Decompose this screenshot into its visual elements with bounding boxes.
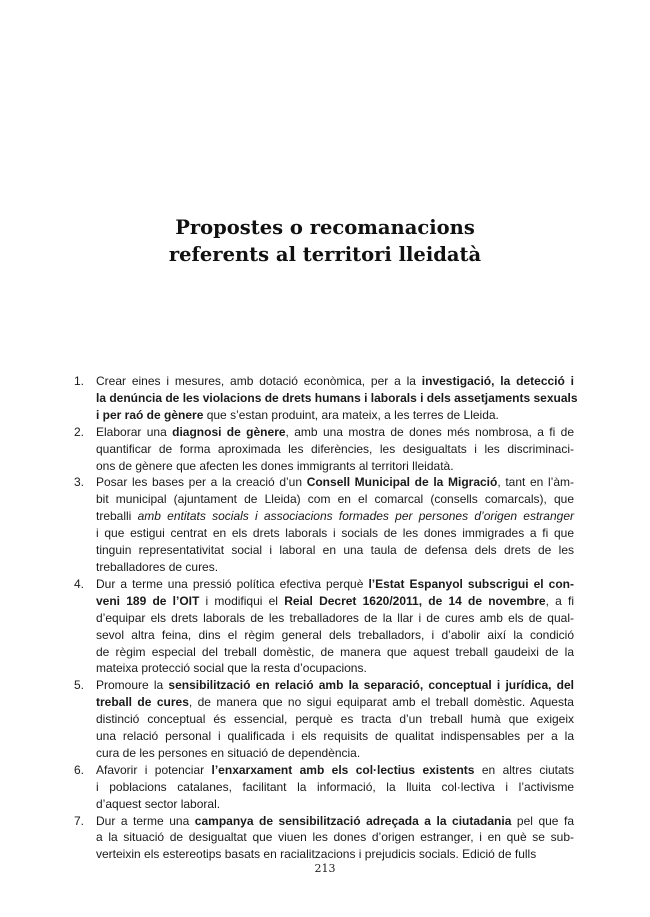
item-text-line (96, 796, 574, 813)
bold-text: investigació, la detecció i (421, 374, 574, 388)
item-text-line (96, 576, 574, 593)
list-item (56, 576, 574, 677)
text-run: de règim especial del treball domèstic, de manera que aquest treball gaudeixi de la (96, 644, 574, 659)
item-text-line (96, 627, 574, 644)
text-run: mateixa protecció social que la resta d’ocupacions. (96, 661, 367, 676)
text-run: bit municipal (ajuntament de Lleida) com en el comarcal (consells comarcals), que (96, 492, 574, 507)
bold-text: sensibilització en relació amb la separació, conceptual i jurídica, del (168, 678, 574, 693)
text-run: pel que fa (511, 813, 574, 828)
text-run: i modifiqui el (199, 593, 285, 608)
list-item (56, 813, 574, 864)
text-run: cura de les persones en situació de dependència. (96, 745, 361, 760)
text-run: distinció conceptual és essencial, perquè es tracta d’un treball humà que exigeix (96, 712, 574, 727)
recommendations-list (56, 373, 578, 863)
italic-text: amb entitats socials i associacions formades per persones d’origen estranger (137, 509, 574, 524)
item-text-line (96, 660, 574, 677)
text-run: verteixin els estereotips basats en racialitzacions i prejudicis socials. Edició de fulls (96, 847, 537, 862)
item-number: 7. (74, 813, 85, 828)
item-text-line (96, 610, 574, 627)
text-run: Afavorir i potenciar (96, 762, 212, 777)
item-text-line (96, 694, 574, 711)
bold-text: la denúncia de les violacions de drets humans i laborals i dels assetjaments sexuals (96, 390, 578, 405)
bold-text: i per raó de gènere (96, 407, 204, 422)
title-line-1: Propostes o recomanacions (175, 216, 475, 239)
text-run: que s’estan produint, ara mateix, a les terres de Lleida. (203, 407, 499, 422)
list-item (56, 762, 574, 813)
bold-text: l’Estat Espanyol subscrigui el con- (368, 576, 574, 591)
list-item (56, 677, 574, 762)
item-number: 1. (74, 374, 85, 388)
item-text-line (96, 491, 574, 508)
item-text-line (96, 762, 574, 779)
item-number: 6. (74, 762, 85, 777)
item-text-line (96, 407, 574, 424)
text-run: ons de gènere que afecten les dones immigrants al territori lleidatà. (96, 458, 454, 473)
item-text-line (96, 779, 574, 796)
text-run: i que estigui centrat en els drets laborals i socials de les dones immigrades a fi que (96, 526, 574, 541)
text-run: treballi (96, 509, 138, 524)
title-line-2: referents al territori lleidatà (168, 243, 482, 266)
text-run: Crear eines i mesures, amb dotació econòmica, per a la (96, 374, 422, 388)
text-run: , a fi (545, 593, 574, 608)
item-text-line (96, 745, 574, 762)
item-number: 3. (74, 475, 85, 490)
text-run: sevol altra feina, dins el règim general dels treballadors, i d’abolir així la condició (96, 627, 574, 642)
text-run: d’aquest sector laboral. (96, 796, 221, 811)
item-text-line (96, 644, 574, 661)
item-text-line (96, 458, 574, 475)
item-number: 5. (74, 678, 85, 693)
bold-text: diagnosi de gènere (172, 424, 286, 439)
bold-text: campanya de sensibilització adreçada a la ciutadania (194, 813, 512, 828)
item-text-line (96, 542, 574, 559)
text-run: tinguin representativitat social i laboral en una taula de defensa dels drets de les (96, 543, 574, 558)
section-title (0, 214, 650, 268)
list-item (56, 474, 574, 575)
bold-text: Consell Municipal de la Migració (306, 475, 498, 490)
item-text-line (96, 508, 574, 525)
item-text-line (96, 813, 574, 830)
item-number: 4. (74, 576, 85, 591)
item-text-line (96, 728, 574, 745)
text-run: Dur a terme una pressió política efectiva perquè (96, 576, 369, 591)
text-run: quantificar de forma aproximada les diferències, les desigualtats i les discriminaci- (96, 441, 574, 456)
item-text-line (96, 525, 574, 542)
text-run: a la situació de desigualtat que viuen les dones d’origen estranger, i en què se sub- (96, 830, 574, 845)
item-text-line (96, 593, 574, 610)
item-text-line (96, 474, 574, 491)
bold-text: l’enxarxament amb els col·lectius existents (211, 762, 475, 777)
text-run: treballadores de cures. (96, 559, 219, 574)
bold-text: veni 189 de l’OIT (96, 593, 200, 608)
text-run: una relació personal i qualificada i els requisits de qualitat indispensables per a la (96, 729, 574, 744)
page-number: 213 (314, 862, 336, 875)
item-text-line (96, 559, 574, 576)
list-item (56, 424, 574, 475)
text-run: Elaborar una (96, 424, 173, 439)
item-text-line (96, 711, 574, 728)
text-run: d’equipar els drets laborals de les treballadores de la llar i de cures amb els de qual- (96, 610, 574, 625)
item-text-line (96, 373, 574, 390)
text-run: Promoure la (96, 678, 169, 693)
text-run: , tant en l’àm- (497, 475, 575, 490)
bold-text: Reial Decret 1620/2011, de 14 de novembre (284, 593, 546, 608)
text-run: i poblacions catalanes, facilitant la informació, la lluita col·lectiva i l’activisme (96, 779, 574, 794)
item-text-line (96, 424, 574, 441)
item-text-line (96, 441, 574, 458)
text-run: Dur a terme una (96, 813, 195, 828)
item-text-line (96, 829, 574, 846)
item-text-line (96, 390, 578, 407)
item-text-line (96, 846, 574, 863)
item-text-line (96, 677, 574, 694)
list-item (56, 373, 578, 424)
text-run: Posar les bases per a la creació d’un (96, 475, 307, 490)
item-number: 2. (74, 424, 85, 439)
text-run: , amb una mostra de dones més nombrosa, a fi de (285, 424, 574, 439)
bold-text: treball de cures (96, 695, 189, 710)
text-run: , de manera que no sigui equiparat amb el treball domèstic. Aquesta (188, 695, 574, 710)
text-run: en altres ciutats (474, 762, 574, 777)
